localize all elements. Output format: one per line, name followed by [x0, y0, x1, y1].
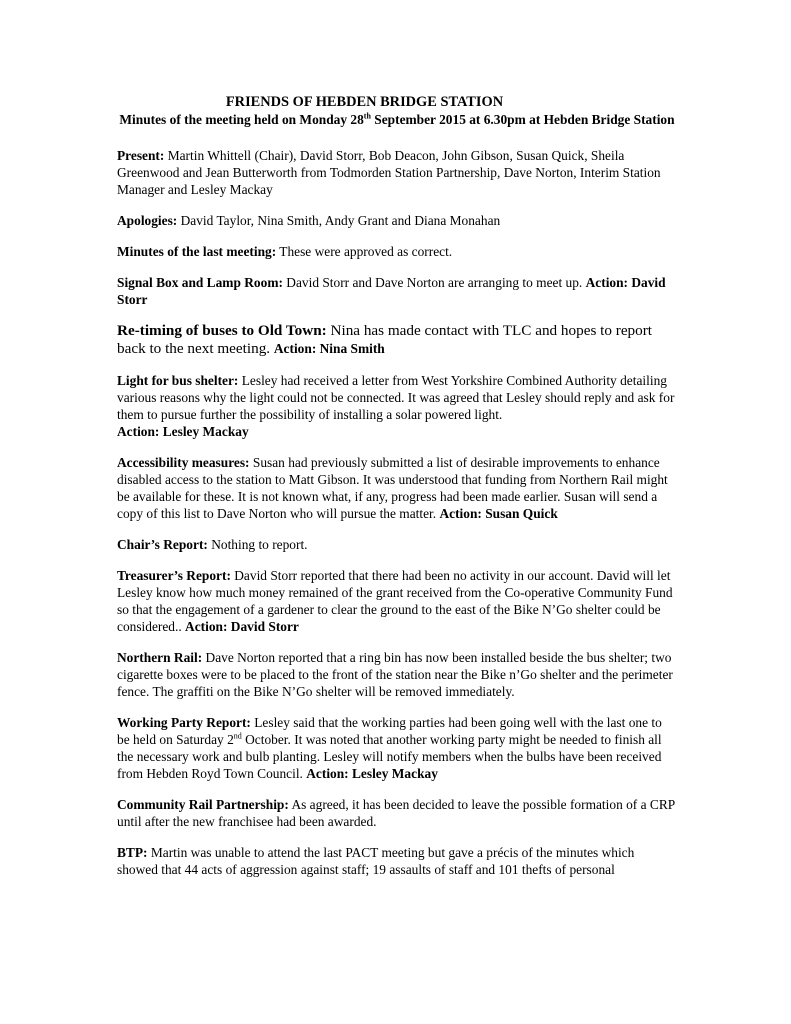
apologies-text: David Taylor, Nina Smith, Andy Grant and Diana Monahan: [177, 213, 501, 228]
btp-text: Martin was unable to attend the last PACT meeting but gave a précis of the minutes which showed that 44 acts of aggression against staff; 19 assaults of staff and 101 thefts of personal: [117, 845, 635, 877]
section-northern-rail: [117, 649, 677, 700]
signal-box-heading: Signal Box and Lamp Room:: [117, 275, 283, 290]
treasurer-text: David Storr reported that there had been no activity in our account. David will let Lesley know how much money remained of the grant received from the Co-operative Community Fund so that the engagement of a gardener to clear the ground to the east of the Bike N’Go shelter could be considered..: [117, 568, 673, 634]
light-action: Action: Lesley Mackay: [117, 424, 249, 439]
accessibility-action: Action: Susan Quick: [439, 506, 558, 521]
crp-text: As agreed, it has been decided to leave the possible formation of a CRP until after the new franchisee had been awarded.: [117, 797, 675, 829]
section-chair: [117, 536, 677, 553]
working-party-heading: Working Party Report:: [117, 715, 251, 730]
section-accessibility: [117, 454, 677, 522]
section-btp: [117, 844, 677, 878]
signal-box-text: David Storr and Dave Norton are arranging to meet up.: [282, 275, 586, 290]
working-party-superscript: nd: [233, 731, 242, 741]
working-party-text-a: Lesley said that the working parties had been going well with the last one to be held on Saturday 2: [117, 715, 662, 747]
retiming-text: Nina has made contact with TLC and hopes to report back to the next meeting.: [117, 322, 653, 357]
section-retiming: [117, 322, 677, 358]
minutes-heading: Minutes of the last meeting:: [117, 244, 277, 259]
retiming-action: Action: Nina Smith: [273, 341, 385, 356]
minutes-document: [117, 94, 677, 892]
section-crp: [117, 796, 677, 830]
working-party-text-b: October. It was noted that another working party might be needed to finish all the necessary work and bulb planting. Lesley will notify members when the bulbs have been received from Hebden Royd Town Council.: [117, 732, 662, 781]
working-party-action: Action: Lesley Mackay: [306, 766, 438, 781]
chair-heading: Chair’s Report:: [117, 537, 208, 552]
light-text: Lesley had received a letter from West Yorkshire Combined Authority detailing various reasons why the light could not be connected. It was agreed that Lesley should reply and ask for them to pursue further the possibility of installing a solar powered light.: [117, 373, 675, 422]
northern-rail-text: Dave Norton reported that a ring bin has now been installed beside the bus shelter; two cigarette boxes were to be placed to the front of the station near the Bike n’Go shelter and the perimeter fence. The graffiti on the Bike N’Go shelter will be removed immediately.: [117, 650, 673, 699]
section-working-party: [117, 714, 677, 782]
treasurer-heading: Treasurer’s Report:: [117, 568, 231, 583]
section-treasurer: [117, 567, 677, 635]
northern-rail-heading: Northern Rail:: [117, 650, 203, 665]
subtitle-text-b: September 2015 at 6.30pm at Hebden Bridge Station: [370, 112, 675, 127]
apologies-heading: Apologies:: [117, 213, 178, 228]
subtitle-text-a: Minutes of the meeting held on Monday 28: [119, 112, 364, 127]
signal-box-action: Action: David Storr: [117, 275, 666, 307]
btp-heading: BTP:: [117, 845, 148, 860]
present-text: Martin Whittell (Chair), David Storr, Bob Deacon, John Gibson, Susan Quick, Sheila Greenwood and Jean Butterworth from Todmorden Station Partnership, Dave Norton, Interim Station Manager and Lesley Mackay: [117, 148, 661, 197]
accessibility-heading: Accessibility measures:: [117, 455, 250, 470]
document-subtitle: [117, 111, 677, 129]
retiming-heading: Re-timing of buses to Old Town:: [117, 322, 327, 339]
minutes-text: These were approved as correct.: [276, 244, 453, 259]
subtitle-superscript: th: [363, 111, 371, 121]
section-apologies: [117, 212, 677, 229]
treasurer-action: Action: David Storr: [185, 619, 299, 634]
accessibility-text: Susan had previously submitted a list of desirable improvements to enhance disabled access to the station to Matt Gibson. It was understood that funding from Northern Rail might be available for these. It is not known what, if any, progress had been made earlier. Susan will send a copy of this list to Dave Norton who will pursue the matter.: [117, 455, 668, 521]
section-light: [117, 372, 677, 440]
light-heading: Light for bus shelter:: [117, 373, 239, 388]
present-heading: Present:: [117, 148, 165, 163]
crp-heading: Community Rail Partnership:: [117, 797, 289, 812]
section-signal-box: [117, 274, 677, 308]
document-title: FRIENDS OF HEBDEN BRIDGE STATION: [225, 94, 504, 110]
section-minutes: [117, 243, 677, 260]
chair-text: Nothing to report.: [207, 537, 308, 552]
section-present: [117, 147, 677, 198]
